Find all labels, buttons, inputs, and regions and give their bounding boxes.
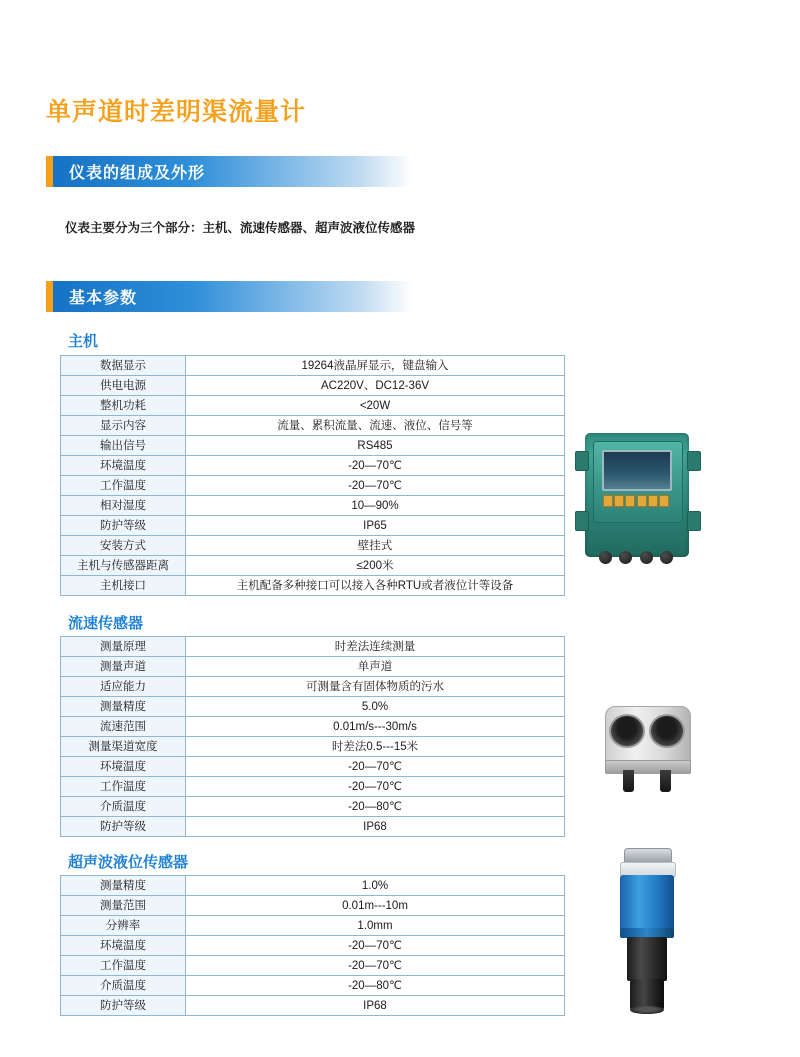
table-cell-value: <20W [186, 396, 565, 416]
table-cell-value: 时差法0.5---15米 [186, 737, 565, 757]
intro-paragraph: 仪表主要分为三个部分：主机、流速传感器、超声波液位传感器 [65, 221, 416, 235]
keypad-key [648, 495, 658, 507]
subsection-title-level-sensor: 超声波液位传感器 [68, 854, 189, 871]
table-row [61, 556, 565, 576]
table-cell-value: RS485 [186, 436, 565, 456]
table-cell-key: 防护等级 [61, 817, 186, 837]
table-cell-key: 环境温度 [61, 936, 186, 956]
table-cell-value: 壁挂式 [186, 536, 565, 556]
table-row [61, 976, 565, 996]
table-cell-value: -20—70℃ [186, 456, 565, 476]
table-row [61, 677, 565, 697]
table-cell-key: 相对湿度 [61, 496, 186, 516]
table-cell-key: 环境温度 [61, 456, 186, 476]
table-cell-key: 防护等级 [61, 516, 186, 536]
spec-table-velocity-sensor [60, 636, 565, 837]
level-sensor-horn-rim [630, 1006, 664, 1014]
table-cell-key: 主机接口 [61, 576, 186, 596]
table-cell-key: 安装方式 [61, 536, 186, 556]
table-cell-key: 介质温度 [61, 976, 186, 996]
cable-gland [619, 551, 632, 564]
table-row [61, 757, 565, 777]
main-unit-cable-glands [599, 551, 673, 565]
level-sensor-stem [627, 937, 667, 981]
table-cell-value: IP68 [186, 817, 565, 837]
transducer-port-left [609, 714, 645, 748]
table-cell-value: 10—90% [186, 496, 565, 516]
velocity-sensor-base [605, 760, 691, 774]
table-cell-key: 测量渠道宽度 [61, 737, 186, 757]
table-cell-key: 主机与传感器距离 [61, 556, 186, 576]
velocity-sensor-leg [660, 770, 671, 792]
table-cell-value: 可测量含有固体物质的污水 [186, 677, 565, 697]
section-header-label: 仪表的组成及外形 [69, 165, 206, 182]
main-unit-mount-tab [575, 511, 589, 531]
page-title: 单声道时差明渠流量计 [46, 98, 307, 126]
table-cell-key: 测量精度 [61, 876, 186, 896]
table-row [61, 536, 565, 556]
table-cell-value: -20—70℃ [186, 757, 565, 777]
table-cell-value: -20—70℃ [186, 476, 565, 496]
table-cell-value: 0.01m/s---30m/s [186, 717, 565, 737]
table-cell-key: 显示内容 [61, 416, 186, 436]
section-accent-tick [46, 281, 53, 312]
table-row [61, 576, 565, 596]
transducer-port-right [649, 714, 685, 748]
section-header-label: 基本参数 [69, 290, 138, 307]
keypad-key [637, 495, 647, 507]
table-cell-key: 工作温度 [61, 476, 186, 496]
main-unit-mount-tab [687, 511, 701, 531]
main-unit-photo [573, 425, 703, 565]
table-cell-value: ≤200米 [186, 556, 565, 576]
table-row [61, 777, 565, 797]
table-cell-value: 5.0% [186, 697, 565, 717]
table-cell-value: -20—70℃ [186, 777, 565, 797]
table-row [61, 356, 565, 376]
table-cell-value: IP68 [186, 996, 565, 1016]
table-row [61, 717, 565, 737]
table-row [61, 396, 565, 416]
subsection-title-main-unit: 主机 [68, 333, 99, 350]
table-cell-key: 测量声道 [61, 657, 186, 677]
table-row [61, 516, 565, 536]
table-cell-key: 流速范围 [61, 717, 186, 737]
table-cell-value: 主机配备多种接口可以接入各种RTU或者液位计等设备 [186, 576, 565, 596]
table-cell-value: 流量、累积流量、流速、液位、信号等 [186, 416, 565, 436]
table-cell-value: 单声道 [186, 657, 565, 677]
keypad-key [625, 495, 635, 507]
spec-table-level-sensor [60, 875, 565, 1016]
table-cell-value: -20—80℃ [186, 797, 565, 817]
table-cell-value: -20—70℃ [186, 936, 565, 956]
main-unit-mount-tab [687, 451, 701, 471]
keypad-key [614, 495, 624, 507]
table-cell-key: 供电电源 [61, 376, 186, 396]
section-header-composition [46, 156, 412, 187]
table-cell-key: 介质温度 [61, 797, 186, 817]
table-row [61, 496, 565, 516]
table-cell-value: IP65 [186, 516, 565, 536]
level-sensor-body [620, 875, 674, 931]
table-row [61, 697, 565, 717]
spec-table-main-unit [60, 355, 565, 596]
cable-gland [640, 551, 653, 564]
level-sensor-photo [610, 848, 684, 1016]
velocity-sensor-leg [623, 770, 634, 792]
table-row [61, 996, 565, 1016]
table-row [61, 416, 565, 436]
table-row [61, 797, 565, 817]
table-row [61, 916, 565, 936]
table-cell-key: 环境温度 [61, 757, 186, 777]
main-unit-lcd-screen [602, 450, 672, 491]
table-cell-value: 1.0% [186, 876, 565, 896]
table-cell-value: 时差法连续测量 [186, 637, 565, 657]
table-cell-key: 防护等级 [61, 996, 186, 1016]
table-cell-key: 测量范围 [61, 896, 186, 916]
table-row [61, 436, 565, 456]
table-row [61, 737, 565, 757]
table-row [61, 657, 565, 677]
table-row [61, 876, 565, 896]
keypad-key [603, 495, 613, 507]
table-cell-key: 数据显示 [61, 356, 186, 376]
table-row [61, 476, 565, 496]
section-header-basic-parameters [46, 281, 412, 312]
cable-gland [599, 551, 612, 564]
table-row [61, 896, 565, 916]
main-unit-keypad [603, 495, 669, 507]
table-cell-value: AC220V、DC12-36V [186, 376, 565, 396]
velocity-sensor-photo [601, 706, 693, 794]
table-cell-key: 输出信号 [61, 436, 186, 456]
table-cell-key: 测量精度 [61, 697, 186, 717]
main-unit-mount-tab [575, 451, 589, 471]
table-cell-key: 工作温度 [61, 956, 186, 976]
table-cell-value: 19264液晶屏显示，键盘输入 [186, 356, 565, 376]
table-cell-key: 工作温度 [61, 777, 186, 797]
keypad-key [659, 495, 669, 507]
table-row [61, 817, 565, 837]
table-cell-key: 整机功耗 [61, 396, 186, 416]
table-cell-key: 适应能力 [61, 677, 186, 697]
table-cell-key: 测量原理 [61, 637, 186, 657]
subsection-title-velocity-sensor: 流速传感器 [68, 615, 144, 632]
section-accent-tick [46, 156, 53, 187]
table-cell-value: 0.01m---10m [186, 896, 565, 916]
table-cell-value: -20—80℃ [186, 976, 565, 996]
table-cell-value: 1.0mm [186, 916, 565, 936]
table-row [61, 956, 565, 976]
table-cell-value: -20—70℃ [186, 956, 565, 976]
table-row [61, 936, 565, 956]
table-cell-key: 分辨率 [61, 916, 186, 936]
cable-gland [660, 551, 673, 564]
table-row [61, 637, 565, 657]
table-row [61, 376, 565, 396]
table-row [61, 456, 565, 476]
